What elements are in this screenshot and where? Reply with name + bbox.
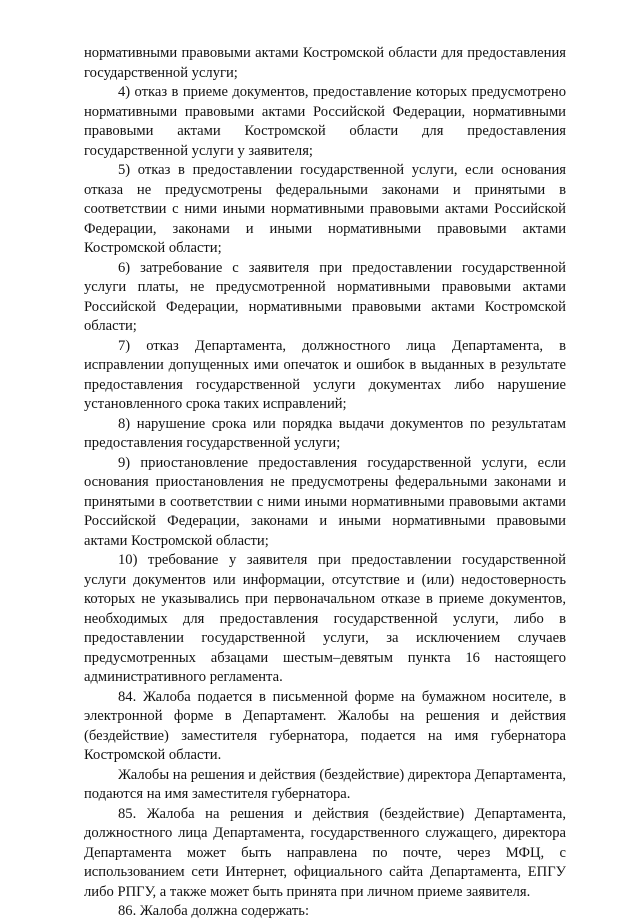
paragraph-item-5: 5) отказ в предоставлении государственной услуги, если основания отказа не предусмотрены федеральными законами и принятыми в соответствии с ними иными нормативными правовыми актами Российской Федерации, законами и иными нормативными правовыми актами Костромской области; [84,162,566,256]
paragraph-clause-85: 85. Жалоба на решения и действия (бездействие) Департамента, должностного лица Департамента, государственного служащего, директора Департамента может быть направлена по почте, через МФЦ, с использованием сети Интернет, официального сайта Департамента, ЕПГУ либо РПГУ, а также может быть принята при личном приеме заявителя. [84,805,566,900]
paragraph-item-9: 9) приостановление предоставления государственной услуги, если основания приостановления не предусмотрены федеральными законами и принятыми в соответствии с ними иными нормативными правовыми актами Российской Федерации, законами и иными нормативными правовыми актами Костромской области; [84,454,566,549]
paragraph-item-8: 8) нарушение срока или порядка выдачи документов по результатам предоставления государственной услуги; [84,415,566,451]
document-page [84,44,566,922]
paragraph-continuation: нормативными правовыми актами Костромской области для предоставления государственной услуги; [84,45,566,81]
paragraph-clause-86: 86. Жалоба должна содержать: [118,903,309,919]
paragraph-clause-84: 84. Жалоба подается в письменной форме на бумажном носителе, в электронной форме в Департамент. Жалобы на решения и действия (бездействие) заместителя губернатора, подается на имя губернатора Костромской области. [84,688,566,763]
paragraph-item-7: 7) отказ Департамента, должностного лица Департамента, в исправлении допущенных ими опечаток и ошибок в выданных в результате предоставления государственной услуги документах либо нарушение установленного срока таких исправлений; [84,337,566,412]
paragraph-item-6: 6) затребование с заявителя при предоставлении государственной услуги платы, не предусмотренной нормативными правовыми актами Российской Федерации, нормативными правовыми актами Костромской области; [84,259,566,334]
paragraph-item-10: 10) требование у заявителя при предоставлении государственной услуги документов или информации, отсутствие и (или) недостоверность которых не указывались при первоначальном отказе в приеме документов, необходимых для предоставления государственной услуги, либо в предоставлении государственной услуги, за исключением случаев предусмотренных абзацами шестым–девятым пункта 16 настоящего административного регламента. [84,552,566,685]
paragraph-complaints-director: Жалобы на решения и действия (бездействие) директора Департамента, подаются на имя заместителя губернатора. [84,766,566,802]
paragraph-item-4: 4) отказ в приеме документов, предоставление которых предусмотрено нормативными правовыми актами Российской Федерации, нормативными правовыми актами Костромской области для предоставления государственной услуги у заявителя; [84,84,566,159]
